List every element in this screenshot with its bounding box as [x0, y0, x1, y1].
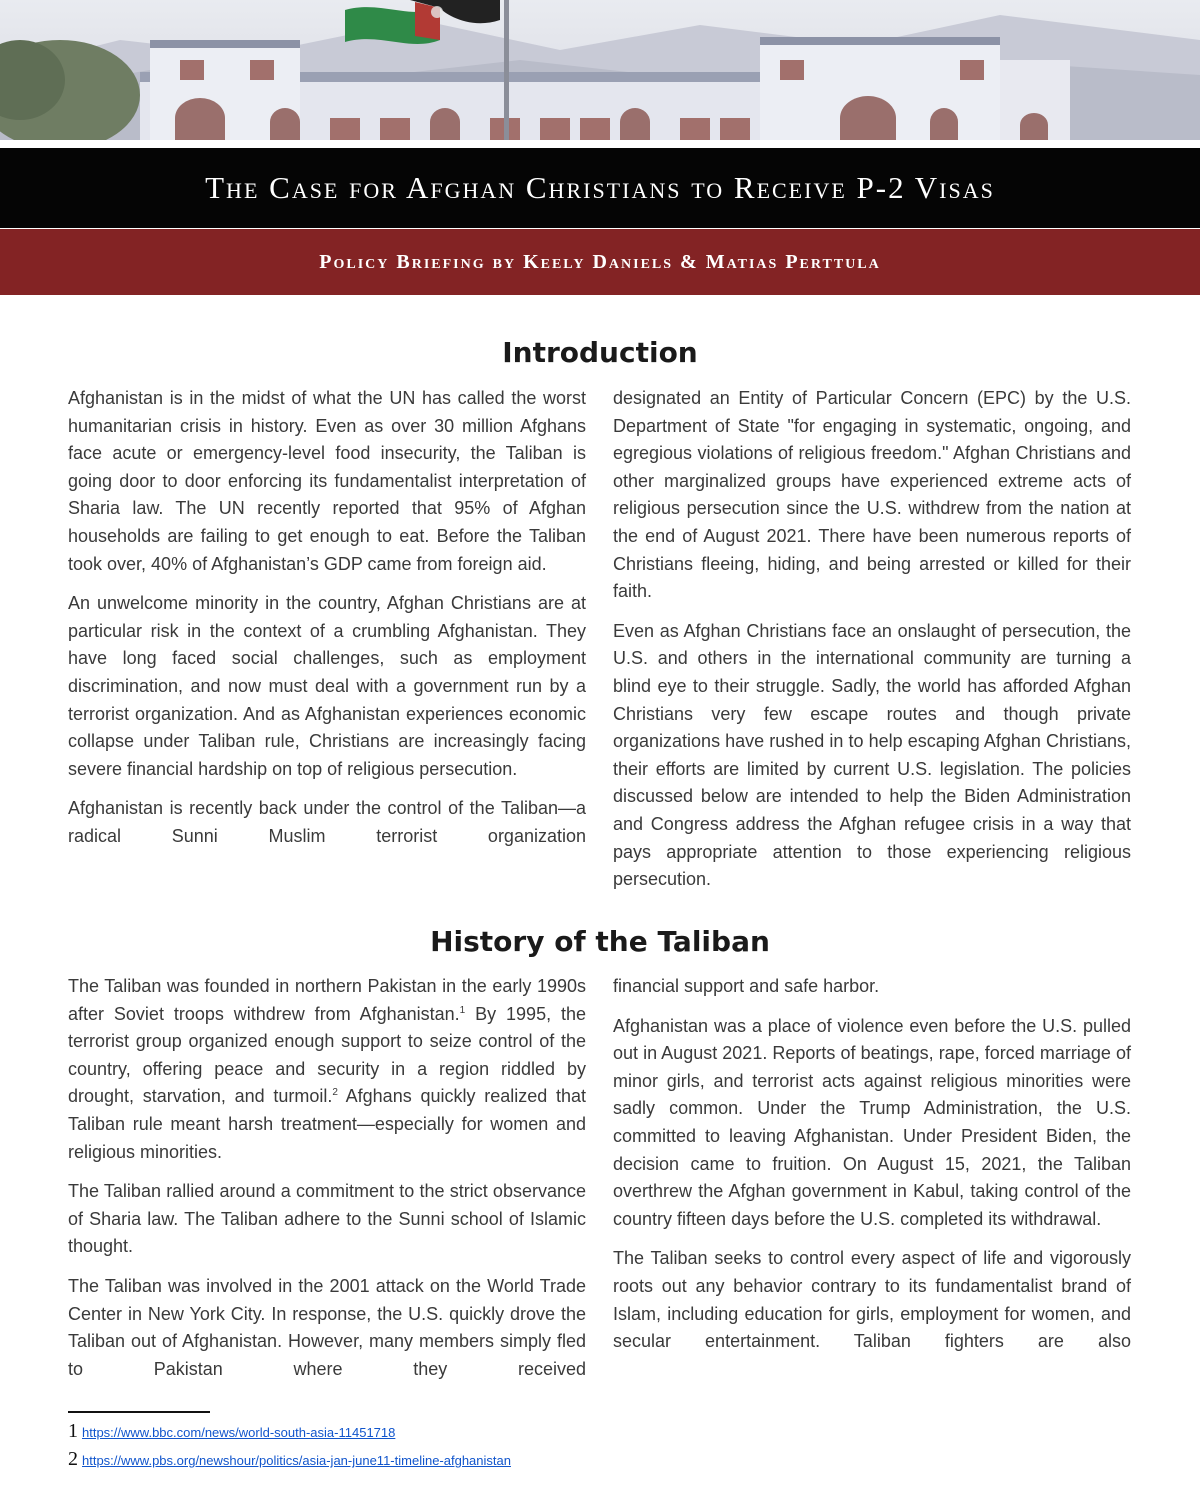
paragraph: The Taliban was founded in northern Pakistan in the early 1990s after Soviet troops withdrew from Afghanistan.$^1$ By 1995, the terrorist group organized enough support to seize control of the country, offering peace and security in a region riddled by drought, starvation, and turmoil.$^2$ Afghans quickly realized that Taliban rule meant harsh treatment—especially for women and religious minorities. — [68, 976, 586, 1162]
section-heading-history: History of the Taliban — [430, 925, 770, 958]
paragraph: designated an Entity of Particular Concern (EPC) by the U.S. Department of State "for engaging in systematic, ongoing, and egregious violations of religious freedom." Afghan Christians and other marginalized groups have experienced extreme acts of religious persecution since the U.S. withdrew from the nation at the end of August 2021. There have been numerous reports of Christians fleeing, hiding, and being arrested or killed for their faith. — [613, 388, 1131, 602]
history-left-column — [68, 973, 586, 1383]
footnotes — [68, 1420, 511, 1476]
byline-bar — [0, 229, 1200, 295]
footnote — [68, 1420, 511, 1448]
paragraph: The Taliban was involved in the 2001 attack on the World Trade Center in New York City. In response, the U.S. quickly drove the Taliban out of Afghanistan. However, many members simply fled to Pakistan where they received — [68, 1275, 586, 1379]
history-columns — [68, 973, 1131, 1383]
paragraph: Afghanistan was a place of violence even before the U.S. pulled out in August 2021. Reports of beatings, rape, forced marriage of minor girls, and terrorist acts against religious minorities were sadly common. Under the Trump Administration, the U.S. committed to leaving Afghanistan. Under President Biden, the decision came to fruition. On August 15, 2021, the Taliban overthrew the Afghan government in Kabul, taking control of the country fifteen days before the U.S. completed its withdrawal. — [613, 1015, 1131, 1229]
introduction-left-column — [68, 385, 586, 906]
paragraph: An unwelcome minority in the country, Afghan Christians are at particular risk in the context of a crumbling Afghanistan. They have long faced social challenges, such as employment discrimination, and now must deal with a government run by a terrorist organization. And as Afghanistan experiences economic collapse under Taliban rule, Christians are increasingly facing severe financial hardship on top of religious persecution. — [68, 593, 586, 779]
introduction-right-column — [613, 385, 1131, 906]
header-banner-image — [0, 0, 1200, 140]
document-title: The Case for Afghan Christians to Receive P-2 Visas — [205, 170, 995, 205]
title-bar — [0, 148, 1200, 228]
introduction-columns — [68, 385, 1131, 906]
paragraph: financial support and safe harbor. — [613, 976, 880, 996]
footnote-ref[interactable]: 1 — [459, 1004, 466, 1016]
footnote-number: 1 — [68, 1420, 78, 1442]
section-heading-introduction: Introduction — [502, 336, 698, 369]
paragraph: The Taliban rallied around a commitment to the strict observance of Sharia law. The Taliban adhere to the Sunni school of Islamic thought. — [68, 1181, 586, 1257]
footnote — [68, 1448, 511, 1476]
paragraph: Afghanistan is recently back under the control of the Taliban—a radical Sunni Muslim terrorist organization — [68, 798, 586, 846]
footnote-number: 2 — [68, 1448, 78, 1470]
byline: Policy Briefing by Keely Daniels & Matias Perttula — [319, 250, 881, 273]
paragraph: Even as Afghan Christians face an onslaught of persecution, the U.S. and others in the international community are turning a blind eye to their struggle. Sadly, the world has afforded Afghan Christians very few escape routes and though private organizations have rushed in to help escaping Afghan Christians, their efforts are limited by current U.S. legislation. The policies discussed below are intended to help the Biden Administration and Congress address the Afghan refugee crisis in a way that pays appropriate attention to those experiencing religious persecution. — [613, 620, 1131, 890]
history-right-column — [613, 973, 1131, 1383]
footnote-divider — [68, 1411, 210, 1413]
paragraph: The Taliban seeks to control every aspect of life and vigorously roots out any behavior contrary to its fundamentalist brand of Islam, including education for girls, employment for women, and secular entertainment. Taliban fighters are also — [613, 1248, 1131, 1352]
footnote-link[interactable]: https://www.pbs.org/newshour/politics/asia-jan-june11-timeline-afghanistan — [82, 1453, 511, 1468]
footnote-ref[interactable]: 2 — [332, 1087, 338, 1099]
footnote-link[interactable]: https://www.bbc.com/news/world-south-asia-11451718 — [82, 1425, 396, 1440]
paragraph: Afghanistan is in the midst of what the UN has called the worst humanitarian crisis in history. Even as over 30 million Afghans face acute or emergency-level food insecurity, the Taliban is going door to door enforcing its fundamentalist interpretation of Sharia law. The UN recently reported that 95% of Afghan households are failing to get enough to eat. Before the Taliban took over, 40% of Afghanistan’s GDP came from foreign aid. — [68, 388, 586, 574]
